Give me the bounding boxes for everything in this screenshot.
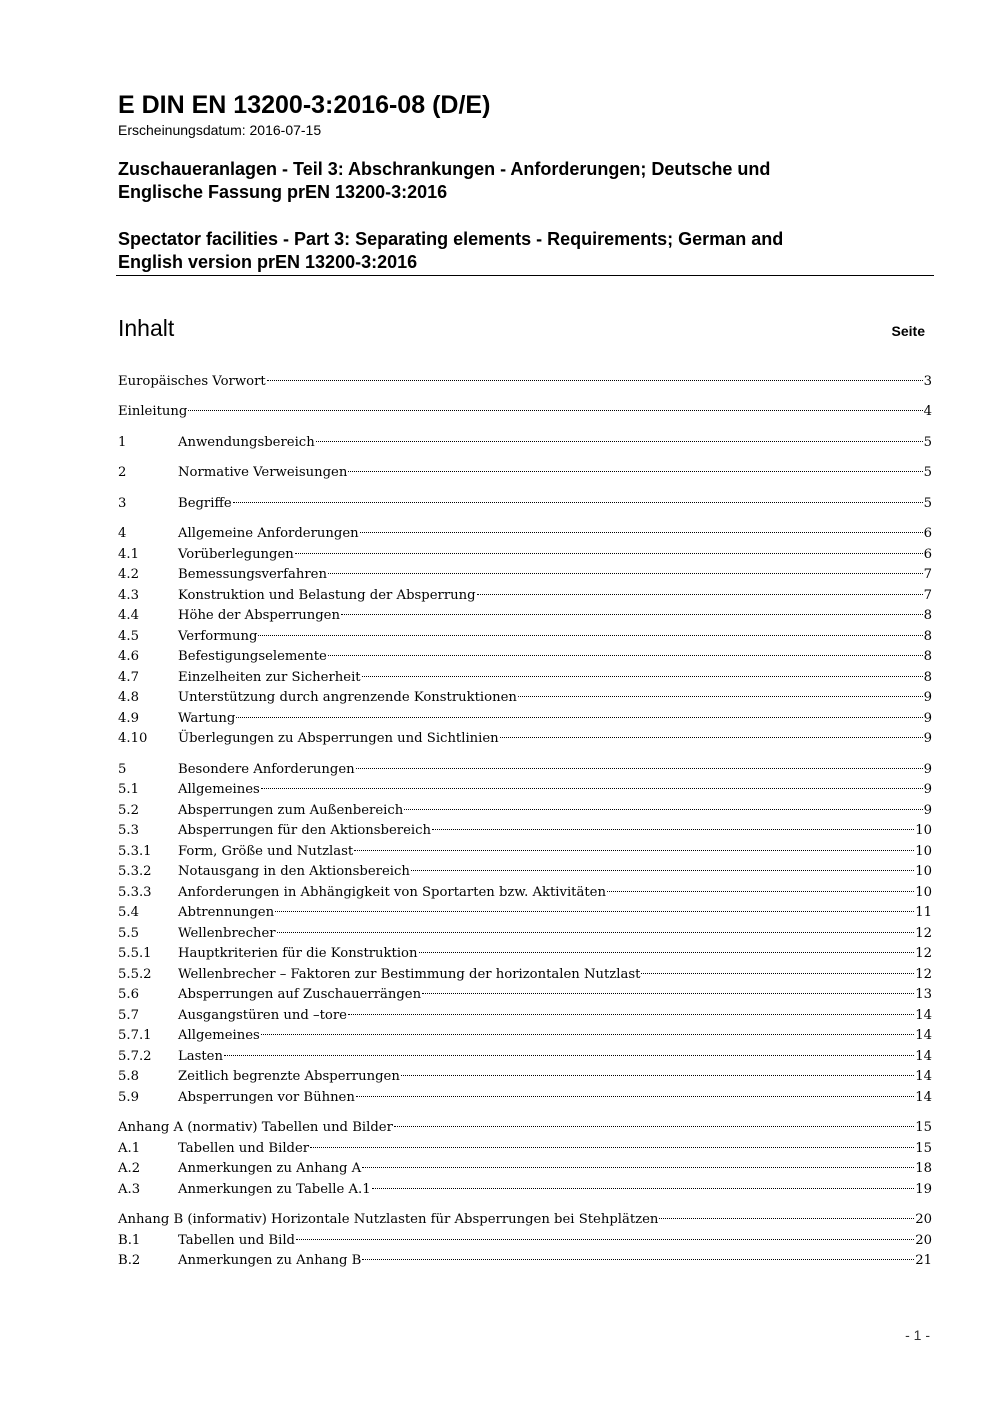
toc-entry[interactable] — [118, 1006, 932, 1026]
toc-dot-leader — [360, 532, 923, 533]
toc-entry-title: Wellenbrecher – Faktoren zur Bestimmung der horizontalen Nutzlast — [178, 967, 641, 982]
toc-entry[interactable] — [118, 1251, 932, 1271]
toc-entry-page: 13 — [915, 987, 932, 1002]
toc-entry-number: 5.1 — [118, 782, 139, 797]
toc-entry-title: Tabellen und Bilder — [178, 1141, 310, 1156]
toc-entry[interactable] — [118, 1026, 932, 1046]
toc-entry[interactable] — [118, 760, 932, 780]
toc-entry-number: 5.3.2 — [118, 864, 152, 879]
toc-entry-page: 12 — [915, 946, 932, 961]
toc-entry[interactable] — [118, 586, 932, 606]
toc-entry-number: A.3 — [118, 1182, 141, 1197]
toc-entry[interactable] — [118, 402, 932, 422]
toc-entry[interactable] — [118, 1088, 932, 1108]
toc-dot-leader — [236, 717, 922, 718]
toc-entry-title: Allgemeines — [178, 782, 260, 797]
toc-entry-title: Anwendungsbereich — [178, 435, 315, 450]
toc-entry[interactable] — [118, 688, 932, 708]
toc-entry-title: Hauptkriterien für die Konstruktion — [178, 946, 418, 961]
toc-dot-leader — [356, 768, 923, 769]
toc-dot-leader — [362, 1259, 914, 1260]
toc-entry-title: Überlegungen zu Absperrungen und Sichtlinien — [178, 731, 499, 746]
toc-entry-title: Konstruktion und Belastung der Absperrung — [178, 588, 476, 603]
toc-dot-leader — [224, 1055, 914, 1056]
toc-entry-title: Anmerkungen zu Anhang B — [178, 1253, 362, 1268]
toc-entry-title: Einzelheiten zur Sicherheit — [178, 670, 361, 685]
toc-entry-title: Anmerkungen zu Tabelle A.1 — [178, 1182, 371, 1197]
toc-entry-title: Ausgangstüren und –tore — [178, 1008, 347, 1023]
toc-entry-number: 5.7 — [118, 1008, 139, 1023]
toc-dot-leader — [258, 635, 922, 636]
title-german-line-2: Englische Fassung prEN 13200-3:2016 — [118, 182, 448, 202]
toc-entry-title: Verformung — [178, 629, 258, 644]
toc-entry[interactable] — [118, 545, 932, 565]
toc-entry-number: B.2 — [118, 1253, 141, 1268]
toc-dot-leader — [277, 932, 915, 933]
toc-entry[interactable] — [118, 606, 932, 626]
document-id: E DIN EN 13200-3:2016-08 (D/E) — [118, 91, 491, 119]
toc-entry[interactable] — [118, 1047, 932, 1067]
toc-entry-number: 4.1 — [118, 547, 139, 562]
toc-entry-page: 9 — [923, 711, 932, 726]
toc-dot-leader — [401, 1075, 914, 1076]
toc-entry-page: 20 — [915, 1212, 932, 1227]
toc-entry-page: 10 — [915, 885, 932, 900]
toc-entry-title: Europäisches Vorwort — [118, 374, 266, 389]
toc-entry-page: 15 — [915, 1120, 932, 1135]
toc-entry-title: Allgemeines — [178, 1028, 260, 1043]
toc-entry[interactable] — [118, 944, 932, 964]
toc-dot-leader — [316, 441, 923, 442]
toc-dot-leader — [362, 1167, 914, 1168]
toc-entry[interactable] — [118, 668, 932, 688]
title-german-line-1: Zuschaueranlagen - Teil 3: Abschrankungen - Anforderungen; Deutsche und — [118, 159, 771, 179]
toc-entry-page: 8 — [923, 629, 932, 644]
toc-entry-page: 6 — [923, 526, 932, 541]
toc-entry[interactable] — [118, 883, 932, 903]
toc-entry-number: 5.5.2 — [118, 967, 152, 982]
toc-entry-number: 4 — [118, 526, 127, 541]
toc-entry-page: 20 — [915, 1233, 932, 1248]
toc-entry-page: 15 — [915, 1141, 932, 1156]
toc-entry-page: 5 — [923, 496, 932, 511]
toc-entry[interactable] — [118, 1210, 932, 1230]
toc-entry-title: Bemessungsverfahren — [178, 567, 327, 582]
toc-dot-leader — [261, 788, 923, 789]
toc-entry-page: 21 — [915, 1253, 932, 1268]
page-number: - 1 - — [905, 1327, 930, 1343]
toc-entry[interactable] — [118, 524, 932, 544]
toc-dot-leader — [518, 696, 923, 697]
toc-dot-leader — [404, 809, 922, 810]
toc-entry[interactable] — [118, 780, 932, 800]
toc-entry-page: 6 — [923, 547, 932, 562]
toc-entry-page: 7 — [923, 588, 932, 603]
toc-entry[interactable] — [118, 801, 932, 821]
toc-dot-leader — [233, 502, 923, 503]
toc-entry-number: B.1 — [118, 1233, 141, 1248]
toc-entry[interactable] — [118, 862, 932, 882]
toc-entry-number: 5.7.2 — [118, 1049, 152, 1064]
toc-dot-leader — [275, 911, 914, 912]
toc-dot-leader — [607, 891, 914, 892]
toc-entry-page: 14 — [915, 1069, 932, 1084]
toc-entry-page: 3 — [923, 374, 932, 389]
toc-dot-leader — [394, 1126, 914, 1127]
toc-entry-title: Notausgang in den Aktionsbereich — [178, 864, 410, 879]
toc-entry-number: 5.5.1 — [118, 946, 152, 961]
toc-entry-number: 2 — [118, 465, 127, 480]
toc-entry-title: Wartung — [178, 711, 236, 726]
toc-entry-page: 12 — [915, 967, 932, 982]
toc-entry-number: 4.4 — [118, 608, 139, 623]
toc-heading: Inhalt — [118, 315, 175, 341]
title-english-line-1: Spectator facilities - Part 3: Separating elements - Requirements; German and — [118, 229, 784, 249]
toc-dot-leader — [267, 380, 923, 381]
toc-entry[interactable] — [118, 903, 932, 923]
toc-entry-page: 10 — [915, 864, 932, 879]
toc-entry-page: 10 — [915, 844, 932, 859]
toc-entry[interactable] — [118, 1231, 932, 1251]
toc-entry-number: 4.10 — [118, 731, 148, 746]
toc-dot-leader — [295, 553, 923, 554]
toc-entry-page: 9 — [923, 731, 932, 746]
toc-entry[interactable] — [118, 1118, 932, 1138]
toc-entry-title: Höhe der Absperrungen — [178, 608, 340, 623]
toc-entry-number: 5 — [118, 762, 127, 777]
toc-entry-title: Wellenbrecher — [178, 926, 276, 941]
toc-entry-title: Lasten — [178, 1049, 223, 1064]
toc-entry[interactable] — [118, 729, 932, 749]
toc-entry-number: 5.3 — [118, 823, 139, 838]
toc-entry-number: 4.6 — [118, 649, 139, 664]
toc-entry[interactable] — [118, 627, 932, 647]
toc-entry-page: 5 — [923, 435, 932, 450]
toc-entry-title: Abtrennungen — [178, 905, 275, 920]
toc-entry-page: 9 — [923, 762, 932, 777]
toc-entry-number: 5.3.3 — [118, 885, 152, 900]
toc-entry[interactable] — [118, 647, 932, 667]
toc-entry-number: 5.7.1 — [118, 1028, 152, 1043]
toc-entry-title: Allgemeine Anforderungen — [178, 526, 359, 541]
toc-entry[interactable] — [118, 842, 932, 862]
toc-entry-page: 19 — [915, 1182, 932, 1197]
toc-entry-title: Vorüberlegungen — [178, 547, 294, 562]
toc-entry-title: Absperrungen zum Außenbereich — [178, 803, 404, 818]
toc-page-column-label: Seite — [891, 323, 925, 339]
toc-entry-title: Absperrungen für den Aktionsbereich — [178, 823, 431, 838]
toc-entry-title: Anhang B (informativ) Horizontale Nutzlasten für Absperrungen bei Stehplätzen — [118, 1212, 659, 1227]
toc-entry-page: 9 — [923, 782, 932, 797]
toc-dot-leader — [500, 737, 923, 738]
toc-entry-number: 5.8 — [118, 1069, 139, 1084]
publication-date: Erscheinungsdatum: 2016-07-15 — [118, 122, 322, 138]
toc-entry-page: 14 — [915, 1049, 932, 1064]
toc-entry-number: 4.9 — [118, 711, 139, 726]
toc-entry-page: 12 — [915, 926, 932, 941]
toc-dot-leader — [328, 655, 923, 656]
toc-entry-number: 5.3.1 — [118, 844, 152, 859]
toc-entry[interactable] — [118, 565, 932, 585]
toc-dot-leader — [372, 1188, 915, 1189]
toc-entry-page: 14 — [915, 1008, 932, 1023]
toc-dot-leader — [419, 952, 915, 953]
toc-entry[interactable] — [118, 494, 932, 514]
toc-entry-number: 4.3 — [118, 588, 139, 603]
toc-entry-number: 5.9 — [118, 1090, 139, 1105]
toc-entry[interactable] — [118, 372, 932, 392]
toc-dot-leader — [348, 471, 922, 472]
toc-entry-title: Normative Verweisungen — [178, 465, 348, 480]
toc-entry-page: 11 — [915, 905, 932, 920]
toc-entry-page: 14 — [915, 1090, 932, 1105]
toc-dot-leader — [328, 573, 923, 574]
toc-dot-leader — [432, 829, 914, 830]
toc-entry-number: 4.7 — [118, 670, 139, 685]
toc-entry-number: 4.2 — [118, 567, 139, 582]
toc-entry-title: Anforderungen in Abhängigkeit von Sportarten bzw. Aktivitäten — [178, 885, 606, 900]
toc-entry-page: 5 — [923, 465, 932, 480]
toc-dot-leader — [641, 973, 914, 974]
toc-entry[interactable] — [118, 433, 932, 453]
toc-entry-page: 9 — [923, 803, 932, 818]
toc-entry-title: Anhang A (normativ) Tabellen und Bilder — [118, 1120, 393, 1135]
table-of-contents — [118, 0, 932, 1403]
toc-dot-leader — [310, 1147, 914, 1148]
toc-entry-number: 4.8 — [118, 690, 139, 705]
toc-dot-leader — [354, 850, 914, 851]
toc-entry-page: 7 — [923, 567, 932, 582]
toc-dot-leader — [422, 993, 914, 994]
toc-entry-number: 1 — [118, 435, 127, 450]
toc-entry-number: 5.5 — [118, 926, 139, 941]
toc-entry[interactable] — [118, 709, 932, 729]
toc-entry-title: Anmerkungen zu Anhang A — [178, 1161, 362, 1176]
toc-entry-title: Einleitung — [118, 404, 188, 419]
toc-dot-leader — [356, 1096, 914, 1097]
toc-entry-page: 8 — [923, 670, 932, 685]
toc-entry-title: Absperrungen auf Zuschauerrängen — [178, 987, 422, 1002]
toc-entry-page: 18 — [915, 1161, 932, 1176]
toc-entry-number: 5.6 — [118, 987, 139, 1002]
toc-entry[interactable] — [118, 1159, 932, 1179]
toc-entry-title: Begriffe — [178, 496, 232, 511]
toc-entry-number: 3 — [118, 496, 127, 511]
toc-entry-title: Absperrungen vor Bühnen — [178, 1090, 355, 1105]
toc-entry-page: 4 — [923, 404, 932, 419]
toc-entry-page: 9 — [923, 690, 932, 705]
toc-entry-title: Zeitlich begrenzte Absperrungen — [178, 1069, 400, 1084]
toc-entry-number: A.1 — [118, 1141, 141, 1156]
toc-entry[interactable] — [118, 1180, 932, 1200]
toc-entry-title: Besondere Anforderungen — [178, 762, 355, 777]
toc-dot-leader — [411, 870, 914, 871]
toc-dot-leader — [296, 1239, 914, 1240]
toc-entry-number: A.2 — [118, 1161, 141, 1176]
toc-dot-leader — [659, 1218, 914, 1219]
toc-entry-number: 4.5 — [118, 629, 139, 644]
toc-dot-leader — [188, 410, 922, 411]
toc-dot-leader — [261, 1034, 914, 1035]
toc-entry-page: 8 — [923, 608, 932, 623]
toc-entry-title: Unterstützung durch angrenzende Konstruktionen — [178, 690, 517, 705]
toc-entry-page: 14 — [915, 1028, 932, 1043]
toc-entry-title: Form, Größe und Nutzlast — [178, 844, 354, 859]
toc-entry[interactable] — [118, 1139, 932, 1159]
toc-dot-leader — [341, 614, 923, 615]
toc-entry-title: Befestigungselemente — [178, 649, 327, 664]
toc-dot-leader — [348, 1014, 914, 1015]
toc-dot-leader — [362, 676, 923, 677]
toc-dot-leader — [477, 594, 923, 595]
toc-entry[interactable] — [118, 821, 932, 841]
toc-entry[interactable] — [118, 965, 932, 985]
toc-entry-page: 10 — [915, 823, 932, 838]
toc-entry[interactable] — [118, 924, 932, 944]
toc-entry-number: 5.4 — [118, 905, 139, 920]
toc-entry[interactable] — [118, 1067, 932, 1087]
toc-entry-title: Tabellen und Bild — [178, 1233, 295, 1248]
toc-entry[interactable] — [118, 463, 932, 483]
toc-entry-page: 8 — [923, 649, 932, 664]
title-english-line-2: English version prEN 13200-3:2016 — [118, 252, 418, 272]
toc-entry-number: 5.2 — [118, 803, 139, 818]
toc-entry[interactable] — [118, 985, 932, 1005]
